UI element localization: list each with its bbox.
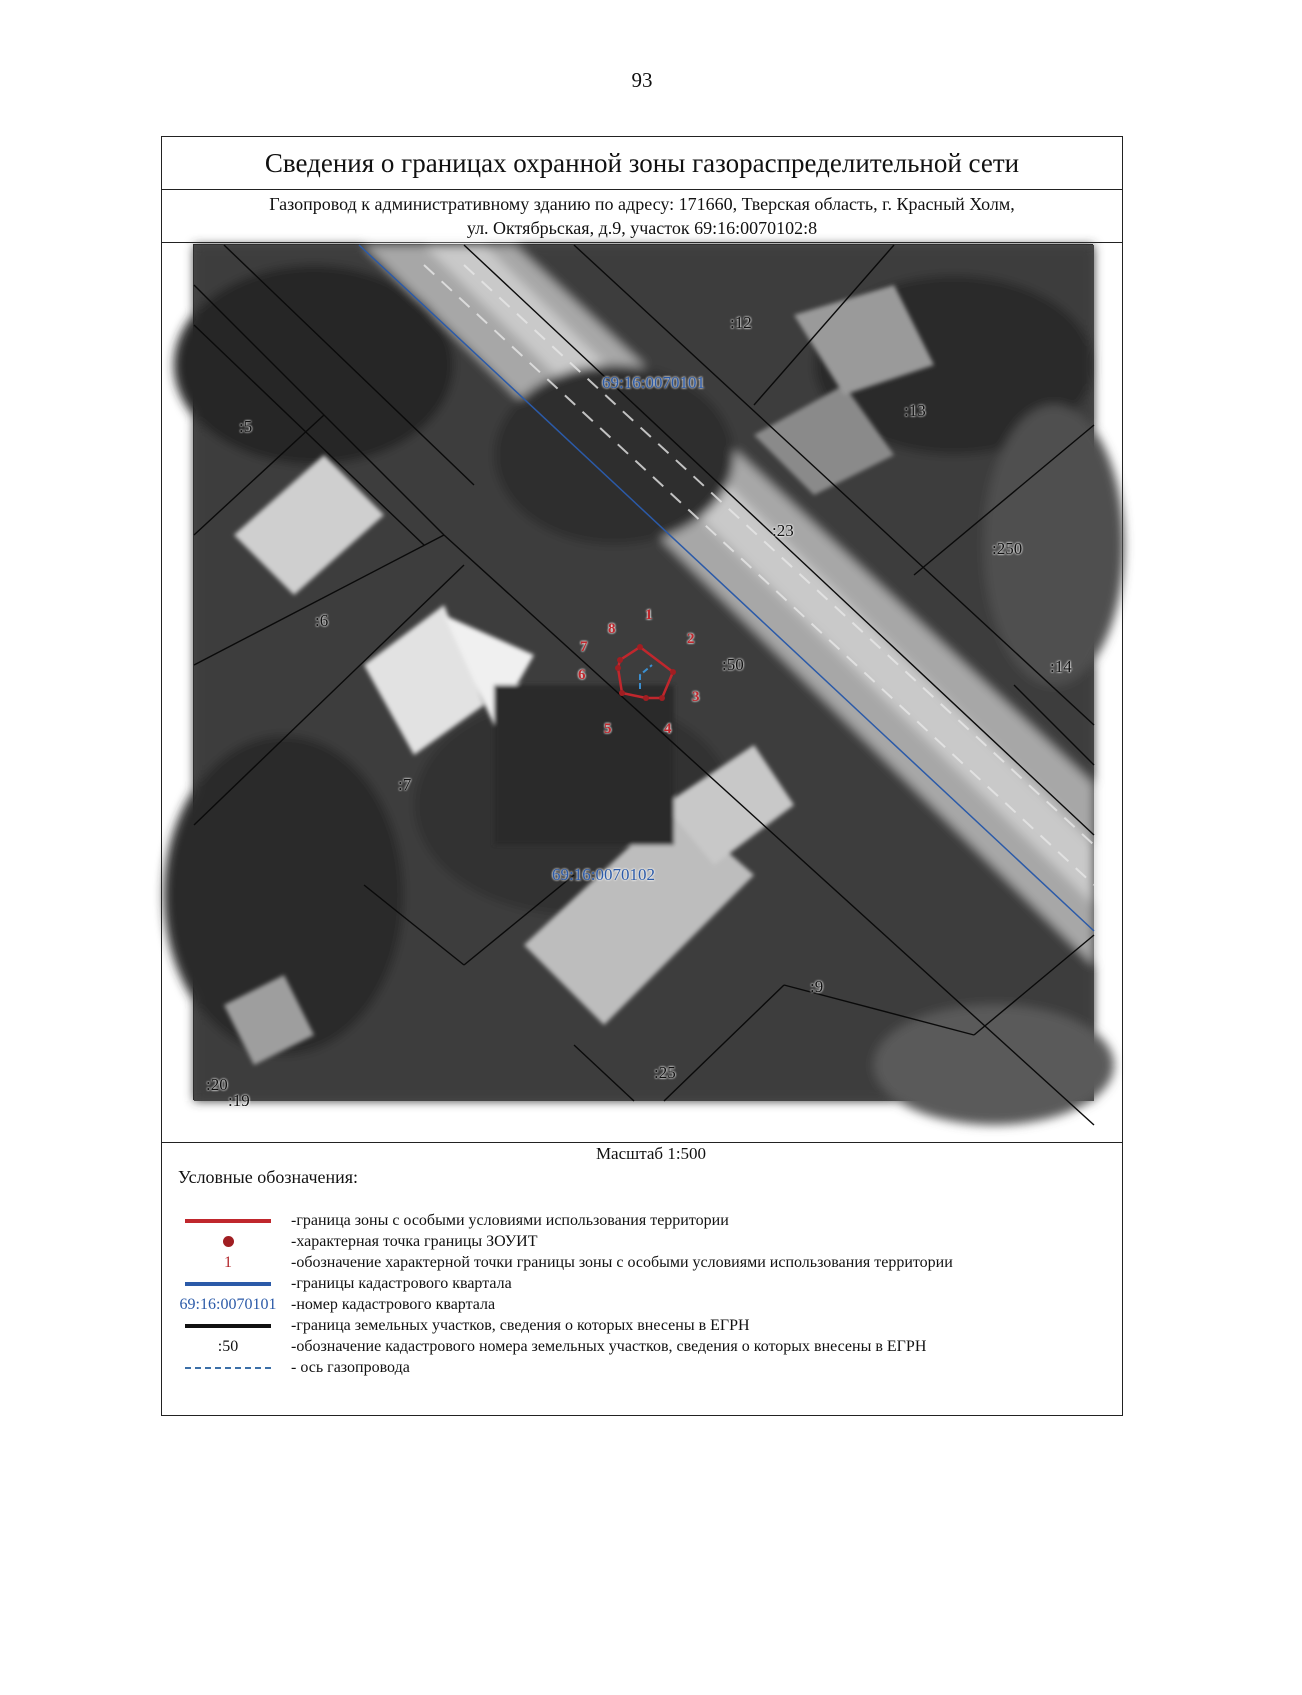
parcel-label: :20	[206, 1075, 228, 1094]
parcel-label: :5	[239, 417, 253, 436]
legend-item-quarter-number	[172, 1294, 1072, 1315]
point-label: 8	[608, 621, 616, 637]
quarter-label: 69:16:0070102	[552, 865, 655, 884]
address-line-2: ул. Октябрьская, д.9, участок 69:16:0070102:8	[466, 218, 818, 238]
satellite-map[interactable]	[193, 244, 1093, 1110]
parcel-label: :14	[1050, 657, 1072, 676]
black-line-symbol	[185, 1324, 271, 1328]
point-label: 2	[687, 631, 695, 647]
legend-title: Условные обозначения:	[178, 1167, 359, 1187]
legend-text: -номер кадастрового квартала	[291, 1296, 496, 1313]
parcel-label: :7	[398, 775, 412, 794]
parcel-label: :13	[904, 401, 926, 420]
address-line-1: Газопровод к административному зданию по адресу: 171660, Тверская область, г. Красный Холм,	[269, 194, 1015, 214]
legend-text: -границы кадастрового квартала	[291, 1275, 512, 1292]
point-label: 6	[578, 667, 586, 683]
legend-item-quarter-boundary	[172, 1273, 1072, 1294]
legend-text: -обозначение характерной точки границы зоны с особыми условиями использования территории	[291, 1254, 953, 1271]
parcel-label: :19	[228, 1091, 250, 1110]
parcel-label: :6	[315, 611, 329, 630]
point-label: 3	[692, 689, 700, 705]
object-address	[161, 189, 1123, 243]
red-line-symbol	[185, 1219, 271, 1223]
legend-item-zone-boundary	[172, 1210, 1072, 1231]
parcel-label: :23	[772, 521, 794, 540]
quarter-label: 69:16:0070101	[602, 373, 705, 392]
parcel-label: :9	[810, 977, 824, 996]
parcel-label: :50	[722, 655, 744, 674]
point-label: 1	[645, 607, 653, 623]
legend-item-point-label	[172, 1252, 1072, 1273]
map-divider	[161, 1142, 1123, 1143]
blue-line-symbol	[185, 1282, 271, 1286]
legend-item-zone-point	[172, 1231, 1072, 1252]
legend-text: -граница земельных участков, сведения о которых внесены в ЕГРН	[291, 1317, 750, 1334]
legend-item-parcel-boundary	[172, 1315, 1072, 1336]
parcel-label: :25	[654, 1063, 676, 1082]
point-label: 5	[604, 721, 612, 737]
legend-text: -граница зоны с особыми условиями использования территории	[291, 1212, 729, 1229]
legend-item-parcel-number	[172, 1336, 1072, 1357]
document-title: Сведения о границах охранной зоны газораспределительной сети	[161, 136, 1123, 190]
legend-text: -обозначение кадастрового номера земельных участков, сведения о которых внесены в ЕГРН	[291, 1338, 927, 1355]
parcel-label: :12	[730, 313, 752, 332]
parcel-number-symbol: :50	[217, 1337, 239, 1355]
parcel-label: :250	[992, 539, 1023, 558]
red-dot-symbol	[223, 1236, 234, 1247]
dashed-line-symbol	[185, 1367, 271, 1369]
point-label: 7	[580, 639, 588, 655]
point-number-symbol: 1	[224, 1253, 232, 1271]
legend-item-pipe-axis	[172, 1357, 1072, 1378]
legend-text: - ось газопровода	[291, 1359, 410, 1376]
legend	[172, 1210, 1072, 1378]
legend-text: -характерная точка границы ЗОУИТ	[291, 1233, 538, 1250]
quarter-number-symbol: 69:16:0070101	[179, 1295, 277, 1313]
map-scale: Масштаб 1:500	[595, 1144, 707, 1163]
point-label: 4	[664, 721, 672, 737]
page-number: 93	[631, 68, 653, 92]
